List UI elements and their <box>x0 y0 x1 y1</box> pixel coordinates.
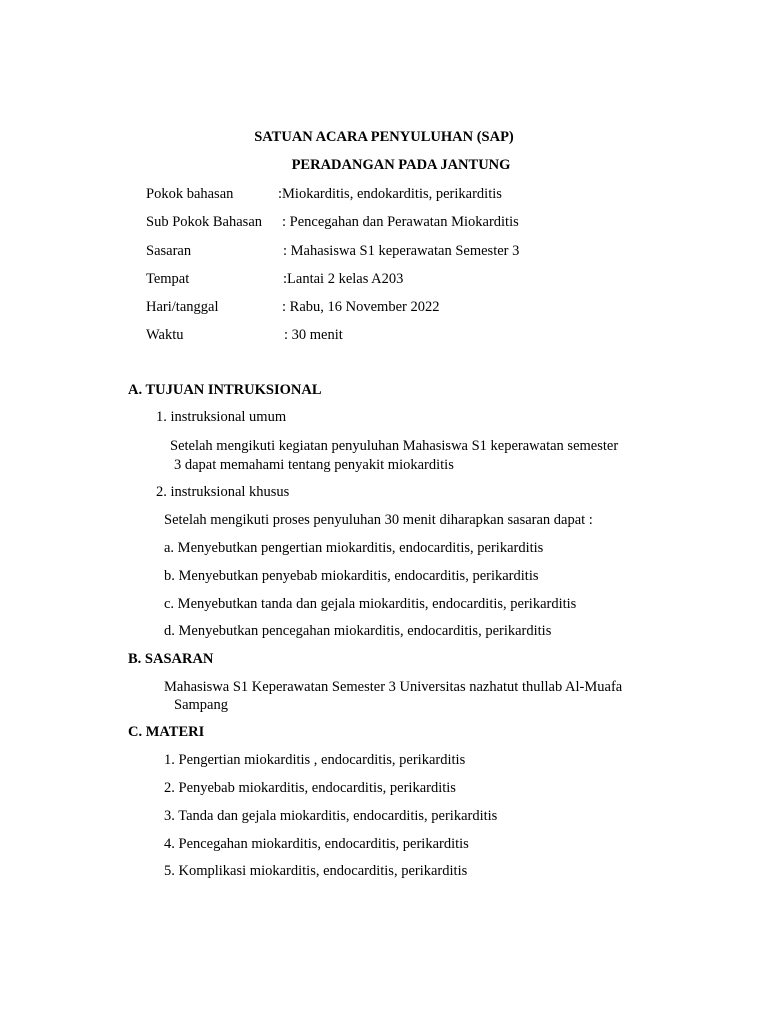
list-item: 5. Komplikasi miokarditis, endocarditis, perikarditis <box>164 863 468 879</box>
document-title: SATUAN ACARA PENYULUHAN (SAP) <box>254 129 514 145</box>
section-a-heading: A. TUJUAN INTRUKSIONAL <box>128 382 322 398</box>
instruksional-umum-label: 1. instruksional umum <box>156 409 287 425</box>
instruksional-khusus-label: 2. instruksional khusus <box>156 484 290 500</box>
info-label-sasaran: Sasaran <box>146 243 192 259</box>
sasaran-text-line1: Mahasiswa S1 Keperawatan Semester 3 Universitas nazhatut thullab Al-Muafa <box>164 679 623 695</box>
instruksional-umum-text-line1: Setelah mengikuti kegiatan penyuluhan Mahasiswa S1 keperawatan semester <box>170 438 619 454</box>
document-subtitle: PERADANGAN PADA JANTUNG <box>291 157 511 173</box>
instruksional-umum-text-line2: 3 dapat memahami tentang penyakit miokarditis <box>174 457 454 473</box>
instruksional-khusus-intro: Setelah mengikuti proses penyuluhan 30 menit diharapkan sasaran dapat : <box>164 512 593 528</box>
list-item: 2. Penyebab miokarditis, endocarditis, perikarditis <box>164 780 456 796</box>
info-label-tempat: Tempat <box>146 271 190 287</box>
list-item: 4. Pencegahan miokarditis, endocarditis, perikarditis <box>164 836 469 852</box>
info-value-sub-pokok-bahasan: : Pencegahan dan Perawatan Miokarditis <box>282 214 519 230</box>
info-value-hari-tanggal: : Rabu, 16 November 2022 <box>282 299 440 315</box>
info-label-waktu: Waktu <box>146 327 184 343</box>
list-item: b. Menyebutkan penyebab miokarditis, endocarditis, perikarditis <box>164 568 539 584</box>
info-value-pokok-bahasan: :Miokarditis, endokarditis, perikarditis <box>278 186 502 202</box>
info-label-hari-tanggal: Hari/tanggal <box>146 299 219 315</box>
info-label-pokok-bahasan: Pokok bahasan <box>146 186 234 202</box>
info-label-sub-pokok-bahasan: Sub Pokok Bahasan <box>146 214 262 230</box>
sasaran-text-line2: Sampang <box>174 697 228 713</box>
list-item: a. Menyebutkan pengertian miokarditis, endocarditis, perikarditis <box>164 540 544 556</box>
list-item: 1. Pengertian miokarditis , endocarditis, perikarditis <box>164 752 466 768</box>
list-item: c. Menyebutkan tanda dan gejala miokarditis, endocarditis, perikarditis <box>164 596 577 612</box>
info-value-waktu: : 30 menit <box>284 327 343 343</box>
list-item: 3. Tanda dan gejala miokarditis, endocarditis, perikarditis <box>164 808 498 824</box>
section-b-heading: B. SASARAN <box>128 651 214 667</box>
list-item: d. Menyebutkan pencegahan miokarditis, endocarditis, perikarditis <box>164 623 552 639</box>
info-value-sasaran: : Mahasiswa S1 keperawatan Semester 3 <box>283 243 520 259</box>
info-value-tempat: :Lantai 2 kelas A203 <box>283 271 404 287</box>
section-c-heading: C. MATERI <box>128 724 205 740</box>
